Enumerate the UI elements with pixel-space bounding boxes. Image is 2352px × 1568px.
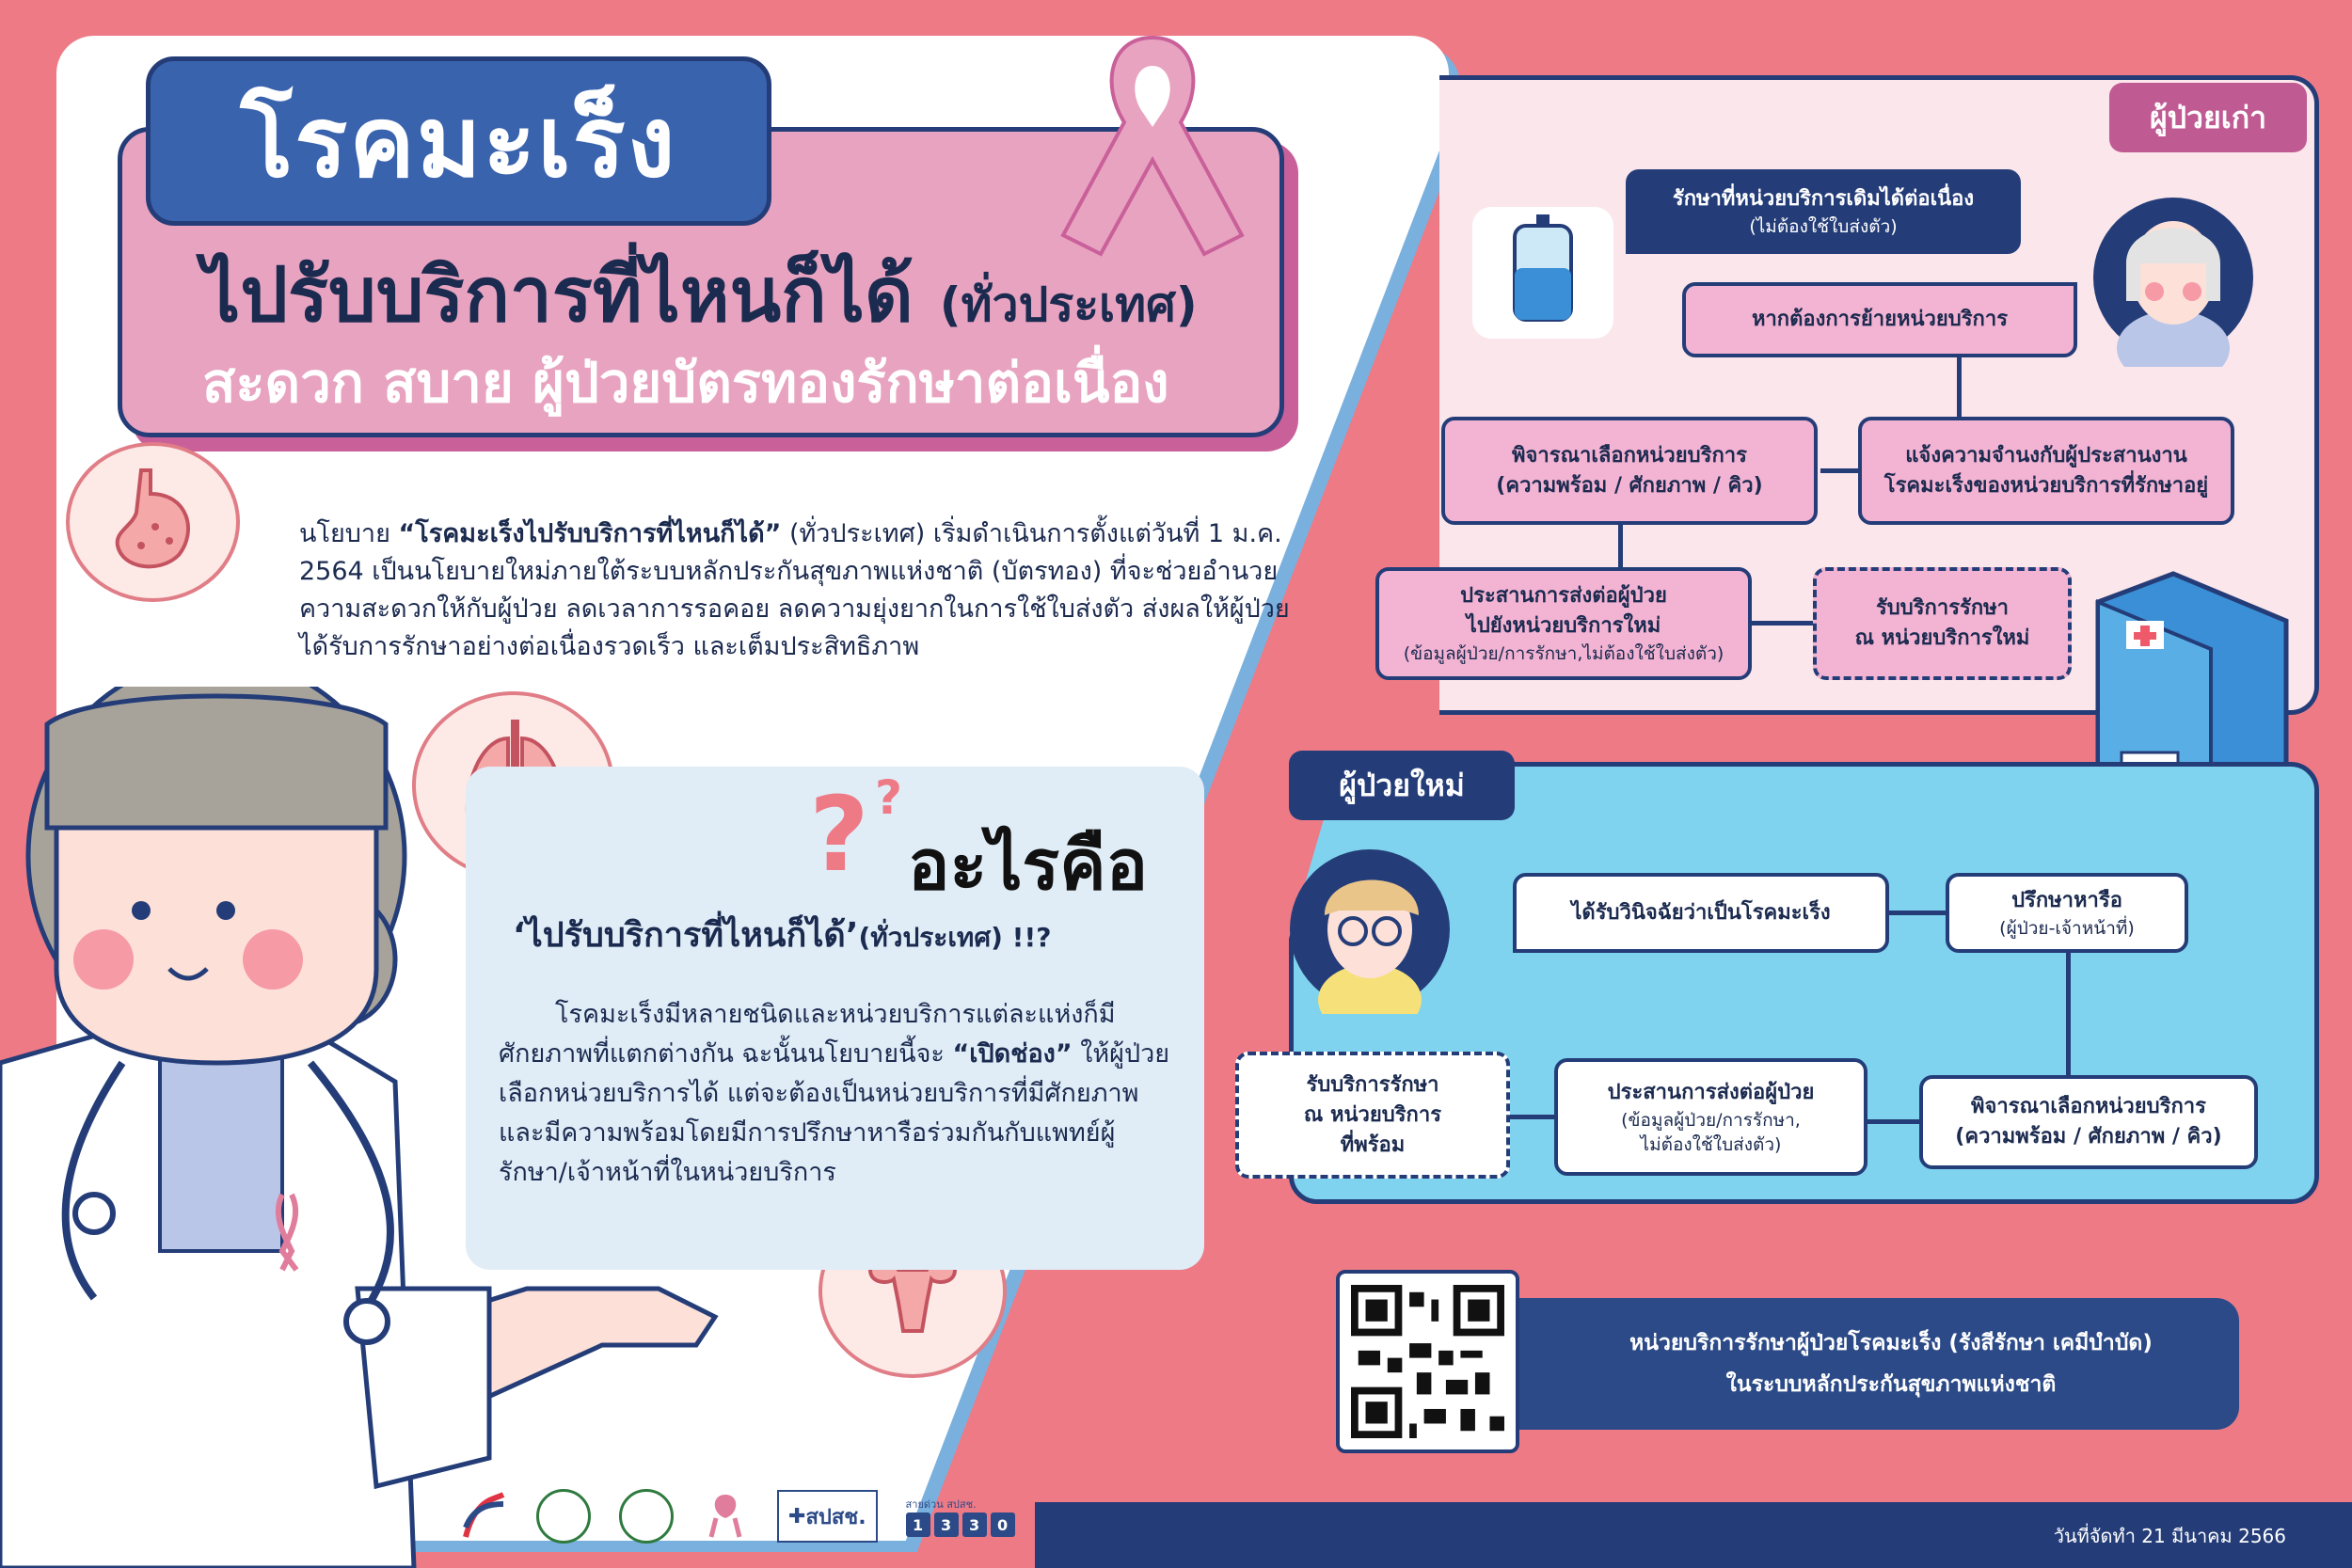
arrow-old-2 (1820, 468, 1858, 473)
new-patient-avatar (1287, 845, 1452, 1014)
moph-logo-icon (536, 1489, 591, 1544)
question-marks-icon (809, 767, 913, 889)
thai-flag-logo-icon (461, 1490, 508, 1543)
svg-text:?: ? (809, 774, 869, 889)
title-main-box (146, 56, 771, 226)
partner-logos (461, 1489, 1015, 1544)
title-main: โรคมะเร็ง (240, 84, 677, 199)
arrow-old-3 (1618, 525, 1623, 567)
new-patient-tag: ผู้ป่วยใหม่ (1289, 751, 1515, 820)
old-receive-box: รับบริการรักษา ณ หน่วยบริการใหม่ (1813, 567, 2072, 680)
arrow-new-4 (1510, 1115, 1554, 1119)
title-line1-suffix: (ทั่วประเทศ) (939, 277, 1198, 332)
hotline-digits: 1 3 3 0 (906, 1513, 1015, 1537)
qr-label: หน่วยบริการรักษาผู้ป่วยโรคมะเร็ง (รังสีรักษา เคมีบำบัด) ในระบบหลักประกันสุขภาพแห่งชาติ (1486, 1298, 2239, 1430)
doctor-illustration (0, 687, 753, 1568)
arrow-new-1 (1889, 911, 1946, 915)
old-continue-box: รักษาที่หน่วยบริการเดิมได้ต่อเนื่อง (ไม่ต้องใช้ใบส่งตัว) (1626, 169, 2021, 254)
new-diagnosed-box: ได้รับวินิจฉัยว่าเป็นโรคมะเร็ง (1513, 873, 1889, 953)
title-line2: สะดวก สบาย ผู้ป่วยบัตรทองรักษาต่อเนื่อง (202, 351, 1169, 415)
new-consult-box: ปรึกษาหารือ (ผู้ป่วย-เจ้าหน้าที่) (1946, 873, 2188, 953)
dms-logo-icon (619, 1489, 674, 1544)
footer-date: วันที่จัดทำ 21 มีนาคม 2566 (2053, 1525, 2286, 1547)
old-notify-box: แจ้งความจำนงกับผู้ประสานงาน โรคมะเร็งของหน่วยบริการที่รักษาอยู่ (1858, 417, 2234, 525)
iv-bag-icon (1463, 198, 1623, 348)
old-patient-tag: ผู้ป่วยเก่า (2109, 83, 2307, 152)
old-coord-box: ประสานการส่งต่อผู้ป่วย ไปยังหน่วยบริการใหม่ (ข้อมูลผู้ป่วย/การรักษา,ไม่ต้องใช้ใบส่งตัว) (1375, 567, 1752, 680)
nhso-logo: ✚ สปสช. (777, 1490, 878, 1543)
svg-text:?: ? (875, 770, 903, 825)
intro-paragraph: นโยบาย “โรคมะเร็งไปรับบริการที่ไหนก็ได้” (ทั่วประเทศ) เริ่มดำเนินการตั้งแต่วันที่ 1 ม.ค. 2564 เป็นนโยบายใหม่ภายใต้ระบบหลักประกันสุขภาพแห่งชาติ (บัตรทอง) ที่จะช่วยอำนวยความสะดวกให้กับผู้ป่วย ลดเวลาการรอคอย ลดความยุ่งยากในการใช้ใบส่งตัว ส่งผลให้ผู้ป่วยได้รับการรักษาอย่างต่อเนื่องรวดเร็ว และเต็มประสิทธิภาพ (299, 519, 1290, 661)
arrow-new-2 (2066, 953, 2071, 1075)
arrow-new-3 (1867, 1119, 1919, 1124)
new-receive-box: รับบริการรักษา ณ หน่วยบริการ ที่พร้อม (1235, 1052, 1510, 1179)
stomach-icon (103, 466, 207, 578)
qr-code[interactable] (1336, 1270, 1519, 1453)
new-coord-box: ประสานการส่งต่อผู้ป่วย (ข้อมูลผู้ป่วย/การรักษา, ไม่ต้องใช้ใบส่งตัว) (1554, 1058, 1867, 1176)
new-consider-box: พิจารณาเลือกหน่วยบริการ (ความพร้อม / ศักยภาพ / คิว) (1919, 1075, 2258, 1169)
old-patient-avatar (2089, 188, 2258, 367)
nhso-hotline: สายด่วน สปสช. 1 3 3 0 (906, 1496, 1015, 1537)
whatis-body: โรคมะเร็งมีหลายชนิดและหน่วยบริการแต่ละแห่งก็มีศักยภาพที่แตกต่างกัน ฉะนั้นนโยบายนี้จะ “เปิดช่อง” ให้ผู้ป่วยเลือกหน่วยบริการได้ แต่จะต้องเป็นหน่วยบริการที่มีศักยภาพและมีความพร้อมโดยมีการปรึกษาหารือร่วมกันกับแพทย์ผู้รักษา/เจ้าหน้าที่ในหน่วยบริการ (499, 1000, 1170, 1187)
old-move-box: หากต้องการย้ายหน่วยบริการ (1682, 282, 2077, 357)
arrow-old-4 (1752, 621, 1813, 626)
intro-policy-name: “โรคมะเร็งไปรับบริการที่ไหนก็ได้” (398, 519, 782, 548)
qr-code-icon (1351, 1285, 1504, 1438)
old-consider-box: พิจารณาเลือกหน่วยบริการ (ความพร้อม / ศักยภาพ / คิว) (1441, 417, 1818, 525)
nhso-logo-icon: ✚ (788, 1504, 806, 1528)
pink-ribbon-icon (1044, 19, 1261, 263)
title-line1: ไปรับบริการที่ไหนก็ได้ (ทั่วประเทศ) (202, 251, 1198, 339)
whatis-subtitle: ‘ไปรับบริการที่ไหนก็ได้’(ทั่วประเทศ) !!? (513, 916, 1052, 955)
whatis-title: อะไรคือ (908, 825, 1149, 906)
arrow-old-1 (1957, 357, 1962, 419)
cancer-institute-logo-icon (702, 1490, 749, 1543)
